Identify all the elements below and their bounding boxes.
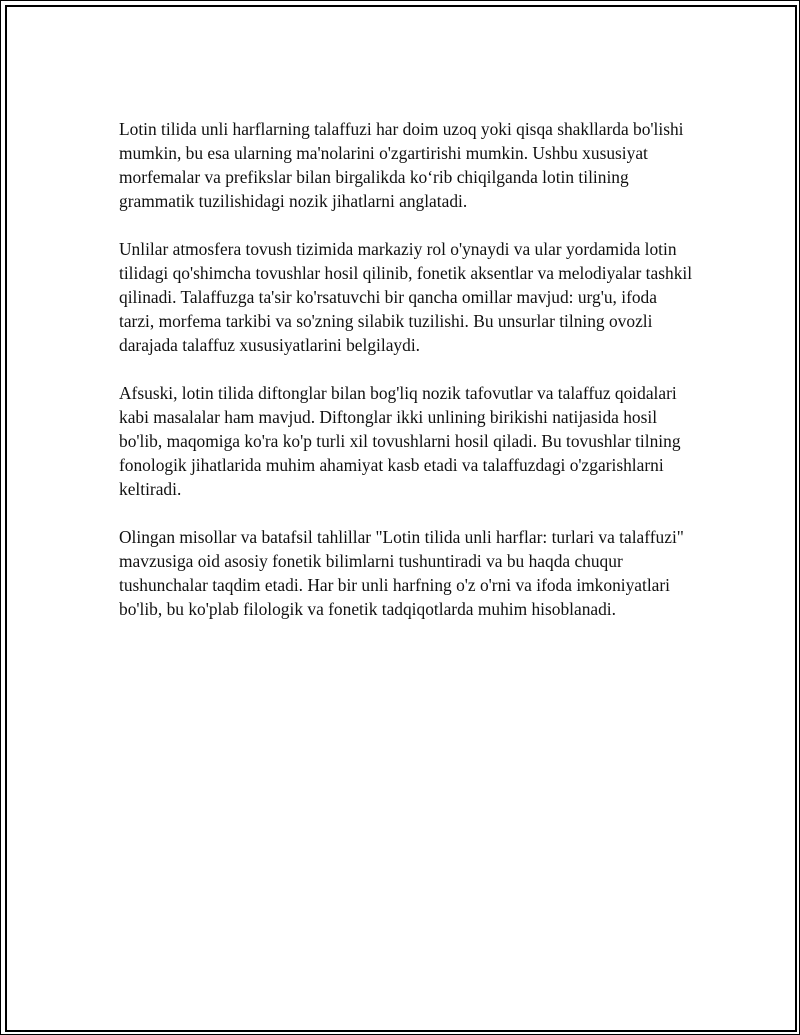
paragraph-4: Olingan misollar va batafsil tahlillar "Lotin tilida unli harflar: turlari va talaffuzi" mavzusiga oid asosiy fonetik bilimlarni tushuntiradi va bu haqda chuqur tushunchalar taqdim etadi. Har bir unli harfning o'z o'rni va ifoda imkoniyatlari bo'lib, bu ko'plab filologik va fonetik tadqiqotlarda muhim hisoblanadi. [119,527,684,619]
document-body [119,117,694,621]
paragraph-2: Unlilar atmosfera tovush tizimida markaziy rol o'ynaydi va ular yordamida lotin tilidagi qo'shimcha tovushlar hosil qilinib, fonetik aksentlar va melodiyalar tashkil qilinadi. Talaffuzga ta'sir ko'rsatuvchi bir qancha omillar mavjud: urg'u, ifoda tarzi, morfema tarkibi va so'zning silabik tuzilishi. Bu unsurlar tilning ovozli darajada talaffuz xususiyatlarini belgilaydi. [119,239,693,355]
paragraph-1: Lotin tilida unli harflarning talaffuzi har doim uzoq yoki qisqa shakllarda bo'lishi mumkin, bu esa ularning ma'nolarini o'zgartirishi mumkin. Ushbu xususiyat morfemalar va prefikslar bilan birgalikda ko‘rib chiqilganda lotin tilining grammatik tuzilishidagi nozik jihatlarni anglatadi. [119,119,684,211]
paragraph-3: Afsuski, lotin tilida diftonglar bilan bog'liq nozik tafovutlar va talaffuz qoidalari kabi masalalar ham mavjud. Diftonglar ikki unlining birikishi natijasida hosil bo'lib, maqomiga ko'ra ko'p turli xil tovushlarni hosil qiladi. Bu tovushlar tilning fonologik jihatlarida muhim ahamiyat kasb etadi va talaffuzdagi o'zgarishlarni keltiradi. [119,383,681,499]
